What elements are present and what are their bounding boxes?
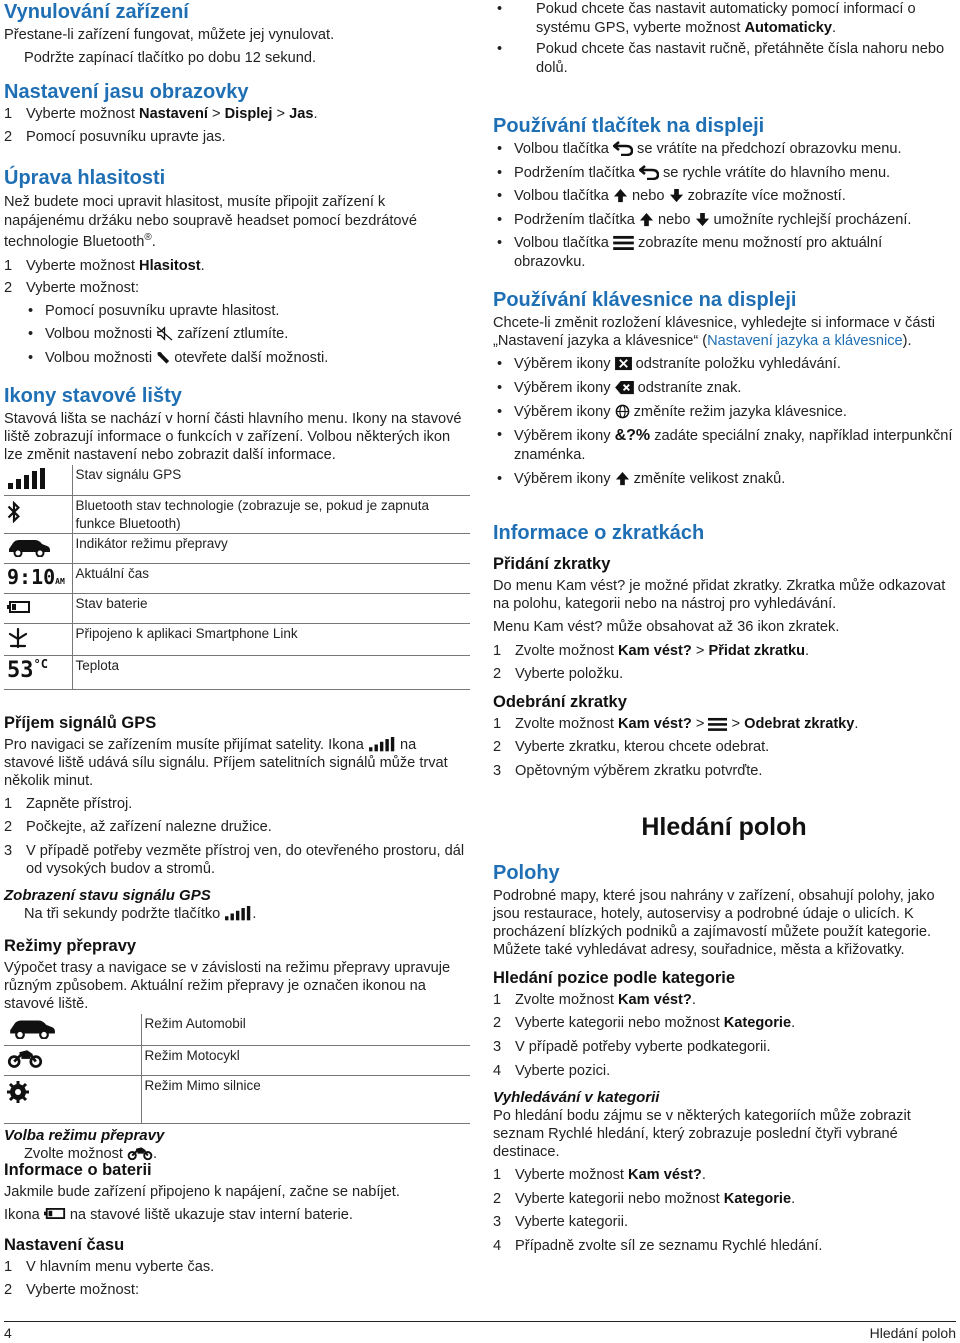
footer-divider	[4, 1321, 956, 1322]
section-time	[4, 1236, 466, 1300]
step-option: Displej	[224, 106, 273, 122]
item-text: Volbou tlačítka	[514, 141, 613, 157]
section-title: Vynulování zařízení	[4, 1, 189, 23]
step-number: 2	[493, 1015, 502, 1032]
step-number: 3	[493, 1214, 502, 1231]
step	[4, 279, 466, 298]
step-text: Vyberte položku.	[515, 666, 624, 683]
subsection-title: Hledání pozice podle kategorie	[493, 969, 736, 988]
step-number: 2	[4, 819, 13, 836]
step	[493, 1213, 955, 1232]
separator: >	[727, 715, 745, 732]
list-item: • Pokud chcete čas nastavit ručně, přetáhněte čísla nahoru nebo dolů.	[493, 40, 955, 77]
step-text: Případně zvolte síl ze seznamu Rychlé hledání.	[515, 1237, 823, 1254]
label-cell: Bluetooth stav technologie (zobrazuje se, pokud je zapnuta funkce Bluetooth)	[72, 496, 470, 534]
step-text: V případě potřeby vezměte přístroj ven, do otevřeného prostoru, dál od vysokých budov a stromů.	[26, 842, 465, 878]
item-text: zadáte speciální znaky, například interpunkční znaménka.	[514, 428, 953, 464]
icon-cell	[4, 655, 72, 689]
step-number: 3	[493, 1038, 502, 1055]
menu-icon	[708, 717, 727, 731]
table-row	[4, 534, 470, 564]
list-item	[493, 234, 955, 271]
paragraph-text: na stavové liště udává sílu signálu. Příjem satelitních signálů může trvat několik minut.	[4, 736, 448, 790]
step-number: 2	[4, 280, 13, 297]
wrench-icon	[156, 350, 170, 365]
paragraph-end: ).	[902, 333, 912, 350]
icon-cell	[4, 1075, 141, 1123]
step	[493, 1237, 955, 1256]
list-item	[24, 349, 466, 368]
step	[493, 642, 955, 661]
step-text: Vyberte možnost	[26, 257, 140, 274]
step-text: V případě potřeby vyberte podkategorii.	[515, 1038, 771, 1055]
list-item	[493, 379, 955, 398]
section-reset	[4, 0, 466, 67]
step-number: 3	[4, 842, 13, 859]
step-number: 1	[493, 991, 502, 1008]
paragraph-text: Chcete-li změnit rozložení klávesnice, vyhledejte si informace v části „Nastavení jazyka a klávesnice“ (	[493, 315, 936, 350]
label-cell: Režim Automobil	[141, 1014, 470, 1045]
step	[4, 1258, 466, 1277]
list-item	[493, 403, 955, 422]
table-row	[4, 1075, 470, 1123]
step-number: 1	[4, 795, 13, 812]
step-text: Vyberte pozici.	[515, 1062, 611, 1079]
option-list	[4, 302, 466, 368]
step-text: Vyberte kategorii nebo možnost	[515, 1190, 724, 1207]
label-cell: Režim Motocykl	[141, 1045, 470, 1075]
motorcycle-icon	[7, 1047, 43, 1069]
icon-cell	[4, 1045, 141, 1075]
back-icon	[613, 140, 633, 156]
paragraph-text: Než budete moci upravit hlasitost, musíte připojit zařízení k napájenému držáku nebo soupravě headset pomocí bezdrátové technologie Bluetooth	[4, 194, 417, 250]
car-icon	[7, 535, 51, 557]
registered-mark: ®	[144, 231, 152, 243]
step-text: Vyberte kategorii nebo možnost	[515, 1015, 724, 1032]
step-number: 1	[4, 106, 13, 122]
step	[493, 715, 955, 734]
section-title: Používání klávesnice na displeji	[493, 289, 797, 311]
offroad-icon	[7, 1081, 29, 1103]
item-text: Podržením tlačítka	[514, 211, 639, 228]
paragraph-end: .	[252, 905, 257, 922]
step-number: 1	[493, 642, 502, 659]
step-text: Vyberte možnost:	[26, 280, 140, 297]
step-option: Kam vést?	[618, 991, 692, 1008]
section-title: Používání tlačítek na displeji	[493, 115, 765, 137]
clear-search-icon	[615, 356, 632, 371]
step-number: 4	[493, 1237, 502, 1254]
paragraph-text: Ikona	[4, 1207, 44, 1224]
icon-cell	[4, 496, 72, 534]
step-text-end: .	[313, 106, 318, 122]
step-text: V hlavním menu vyberte čas.	[26, 1258, 215, 1275]
paragraph: Do menu Kam vést? je možné přidat zkratky. Zkratka může odkazovat na polohu, kategorii nebo na nástroj pro vyhledávání.	[493, 577, 946, 613]
section-brightness	[4, 80, 466, 146]
step-text: Vyberte možnost:	[26, 1282, 140, 1299]
paragraph	[4, 736, 466, 791]
subsection-title: Odebrání zkratky	[493, 692, 627, 711]
separator: >	[691, 642, 709, 659]
section-title: Příjem signálů GPS	[4, 714, 157, 732]
paragraph	[493, 314, 955, 350]
car-icon	[7, 1015, 57, 1039]
section-status-bar	[4, 384, 466, 690]
item-text: Volbou možnosti	[45, 326, 157, 343]
transport-modes-table	[4, 1014, 470, 1124]
icon-cell	[4, 534, 72, 564]
item-text: změníte velikost znaků.	[629, 470, 786, 487]
temperature-unit-text: C	[40, 656, 48, 671]
paragraph: Jakmile bude zařízení připojeno k napájení, začne se nabíjet.	[4, 1183, 400, 1200]
table-row	[4, 465, 470, 496]
arrow-down-icon	[669, 188, 684, 203]
step-option: Kategorie	[723, 1015, 792, 1032]
icon-cell	[4, 564, 72, 594]
label-cell: Připojeno k aplikaci Smartphone Link	[72, 624, 470, 655]
step-number: 2	[493, 739, 502, 756]
paragraph	[4, 193, 466, 252]
list-item	[493, 187, 955, 206]
motorcycle-icon	[127, 1145, 153, 1161]
list-item	[493, 355, 955, 374]
step	[4, 105, 466, 124]
step-text: Vyberte možnost	[515, 1167, 629, 1184]
section-volume	[4, 166, 466, 367]
step	[4, 842, 466, 879]
table-row	[4, 1014, 470, 1045]
item-text: Výběrem ikony	[514, 356, 615, 373]
subsection-title: Přidání zkratky	[493, 555, 611, 573]
step-text: Počkejte, až zařízení nalezne družice.	[26, 819, 272, 836]
step	[493, 1190, 955, 1209]
item-text: Volbou tlačítka	[514, 188, 613, 205]
label-cell: Režim Mimo silnice	[141, 1075, 470, 1123]
item-text: Podržením tlačítka	[514, 164, 639, 181]
step	[4, 795, 466, 814]
step-option: Kam vést?	[618, 715, 692, 732]
section-battery	[4, 1161, 466, 1225]
paragraph: Menu Kam vést? může obsahovat až 36 ikon zkratek.	[493, 619, 840, 636]
separator: >	[272, 106, 290, 122]
icon-cell	[4, 1014, 141, 1045]
item-text: Volbou tlačítka	[514, 235, 613, 252]
item-text: zobrazíte více možností.	[683, 188, 846, 205]
smartphone-link-icon	[7, 627, 29, 649]
item-text: odstraníte znak.	[633, 380, 742, 396]
temperature-unit: °C	[33, 656, 48, 671]
paragraph-text: Na tři sekundy podržte tlačítko	[24, 905, 225, 922]
subsection-title: Vyhledávání v kategorii	[493, 1089, 660, 1107]
arrow-up-icon	[639, 212, 654, 227]
temperature-value: 53	[7, 657, 34, 683]
table-row	[4, 624, 470, 655]
table-row	[4, 496, 470, 534]
step-text: Zvolte možnost	[515, 715, 619, 732]
section-title: Režimy přepravy	[4, 937, 137, 955]
table-row	[4, 594, 470, 624]
label-cell: Aktuální čas	[72, 564, 470, 594]
paragraph: Stavová lišta se nachází v horní části hlavního menu. Ikony na stavové liště zobrazují informace o funkcích v zařízení. Volbou některých ikon lze změnit nastavení nebo zobrazit další informace.	[4, 411, 462, 464]
step-number: 2	[493, 666, 502, 683]
item-text-end: .	[832, 19, 837, 36]
item-text: umožníte rychlejší procházení.	[709, 211, 912, 228]
section-gps	[4, 714, 466, 923]
step-number: 1	[4, 257, 13, 274]
battery-icon	[7, 600, 31, 614]
item-text: nebo	[653, 211, 695, 228]
time-suffix: AM	[55, 577, 65, 587]
subsection-title: Zobrazení stavu signálu GPS	[4, 886, 211, 904]
list-item	[493, 426, 955, 465]
list-item	[493, 0, 955, 37]
arrow-down-icon	[695, 212, 710, 227]
item-text: nebo	[627, 188, 669, 205]
item-text: zobrazíte menu možností pro aktuální obrazovku.	[514, 235, 883, 270]
bluetooth-icon	[7, 501, 21, 523]
label-cell: Teplota	[72, 655, 470, 689]
step	[4, 818, 466, 837]
step	[493, 1166, 955, 1185]
table-row	[4, 564, 470, 594]
label-cell: Stav signálu GPS	[72, 465, 470, 496]
mute-icon	[156, 326, 173, 341]
paragraph: Podrobné mapy, které jsou nahrány v zařízení, obsahují polohy, jako jsou restaurace, hotely, autoservisy a podrobné údaje o ulicích. K procházení blízkých podniků a zajímavostí můžete použít kategorie. Můžete také vyhledávat adresy, souřadnice, města a křižovatky.	[493, 887, 935, 959]
step	[493, 991, 955, 1010]
table-row	[4, 655, 470, 689]
paragraph: Podržte zapínací tlačítko po dobu 12 sekund.	[24, 49, 317, 66]
step-text-end: .	[200, 257, 205, 274]
battery-icon	[44, 1207, 66, 1220]
item-text: Výběrem ikony	[514, 380, 615, 396]
section-shortcuts	[493, 521, 955, 780]
list-item	[24, 325, 466, 344]
step-text: Zapněte přístroj.	[26, 795, 133, 812]
step-text: Vyberte zkratku, kterou chcete odebrat.	[515, 739, 770, 756]
step-text: Vyberte možnost	[26, 106, 140, 122]
step	[493, 1062, 955, 1081]
footer-section-title: Hledání poloh	[869, 1325, 956, 1341]
step-number: 2	[493, 1190, 502, 1207]
step-text-end: .	[791, 1015, 796, 1032]
step-number: 2	[4, 128, 13, 145]
step-option: Kategorie	[723, 1190, 792, 1207]
page-number: 4	[4, 1325, 12, 1341]
step-text: Zvolte možnost	[515, 991, 619, 1008]
globe-icon	[615, 404, 630, 419]
section-keyboard	[493, 288, 955, 488]
item-text: Výběrem ikony	[514, 428, 615, 445]
step-number: 3	[493, 762, 502, 779]
step	[493, 1014, 955, 1033]
paragraph-end: .	[153, 1145, 158, 1162]
step	[4, 257, 466, 276]
step-option: Nastavení	[139, 106, 208, 122]
section-title: Polohy	[493, 861, 560, 884]
step-option: Hlasitost	[139, 257, 201, 274]
status-icons-table	[4, 465, 470, 689]
step-number: 1	[493, 715, 502, 732]
item-text: zařízení ztlumíte.	[173, 326, 289, 343]
step-text-end: .	[791, 1190, 796, 1207]
paragraph	[4, 1206, 466, 1225]
item-text: změníte režim jazyka klávesnice.	[629, 403, 847, 420]
step-text: Vyberte kategorii.	[515, 1214, 629, 1231]
item-text: Výběrem ikony	[514, 403, 615, 420]
list-item	[493, 164, 955, 183]
section-title: Informace o zkratkách	[493, 522, 705, 544]
list-item	[493, 211, 955, 230]
step-option: Odebrat zkratky	[744, 715, 855, 732]
signal-bars-icon	[7, 468, 47, 490]
settings-link[interactable]: Nastavení jazyka a klávesnice	[707, 333, 903, 350]
step	[493, 665, 955, 684]
step	[4, 1281, 466, 1300]
step	[4, 128, 466, 147]
paragraph-text: Pro navigaci se zařízením musíte přijímat satelity. Ikona	[4, 736, 368, 753]
paragraph-text: Zvolte možnost	[24, 1145, 128, 1162]
step-option: Jas	[289, 106, 314, 122]
step-text-end: .	[701, 1167, 706, 1184]
clock-icon	[7, 565, 65, 589]
list-item	[493, 470, 955, 489]
label-cell: Indikátor režimu přepravy	[72, 534, 470, 564]
step-text: Opětovným výběrem zkratku potvrďte.	[515, 762, 763, 779]
section-title: Informace o baterii	[4, 1161, 152, 1179]
arrow-up-icon	[613, 188, 628, 203]
time-text: 9:10	[7, 565, 56, 590]
shift-icon	[615, 471, 630, 486]
item-text: se rychle vrátíte do hlavního menu.	[658, 164, 891, 181]
back-icon	[639, 164, 659, 180]
list-item: • Pomocí posuvníku upravte hlasitost.	[24, 302, 466, 321]
step-text-end: .	[854, 715, 859, 732]
table-row	[4, 1045, 470, 1075]
step-number: 2	[4, 1282, 13, 1299]
paragraph: Po hledání bodu zájmu se v některých kategoriích může zobrazit seznam Rychlé hledání, který zobrazuje poslední čtyři vybrané destinace.	[493, 1108, 911, 1161]
step-option: Kam vést?	[618, 642, 692, 659]
section-search	[493, 812, 955, 1255]
step-number: 1	[493, 1167, 502, 1184]
section-title: Ikony stavové lišty	[4, 385, 182, 407]
step-option: Kam vést?	[628, 1167, 702, 1184]
icon-cell	[4, 465, 72, 496]
icon-cell	[4, 594, 72, 624]
step	[493, 1038, 955, 1057]
item-text: odstraníte položku vyhledávání.	[631, 356, 841, 373]
step	[493, 762, 955, 781]
chapter-title: Hledání poloh	[641, 813, 807, 841]
paragraph-end: .	[151, 233, 156, 250]
item-text: Pokud chcete čas nastavit automaticky pomocí informací o systému GPS, vyberte možnost	[536, 1, 916, 36]
signal-bars-icon	[368, 737, 396, 752]
step-text-end: .	[804, 642, 810, 659]
step-text-end: .	[691, 991, 696, 1008]
step-number: 1	[4, 1258, 13, 1275]
section-transport-modes	[4, 937, 466, 1163]
temperature-icon	[7, 658, 48, 683]
step-option: Přidat zkratku	[708, 642, 805, 659]
step-number: 4	[493, 1062, 502, 1079]
separator: >	[691, 715, 709, 732]
item-option: Automaticky	[744, 19, 833, 36]
time-options	[493, 0, 955, 77]
section-title: Nastavení jasu obrazovky	[4, 81, 249, 103]
section-title: Nastavení času	[4, 1236, 125, 1254]
subsection-title: Volba režimu přepravy	[4, 1126, 165, 1144]
signal-bars-icon	[224, 906, 252, 921]
step-text: Pomocí posuvníku upravte jas.	[26, 128, 226, 145]
step	[493, 738, 955, 757]
item-text: se vrátíte na předchozí obrazovku menu.	[632, 141, 902, 157]
item-text: otevřete další možnosti.	[170, 349, 329, 366]
item-text: Výběrem ikony	[514, 470, 615, 487]
list-item	[493, 140, 955, 159]
paragraph: Přestane-li zařízení fungovat, můžete jej vynulovat.	[4, 27, 335, 43]
menu-icon	[613, 235, 634, 250]
paragraph: Výpočet trasy a navigace se v závislosti na režimu přepravy upravuje různým způsobem. Aktuální režim přepravy je označen ikonou na stavové liště.	[4, 959, 451, 1012]
special-chars-icon: &?%	[614, 427, 651, 445]
separator: >	[207, 106, 225, 122]
section-title: Úprava hlasitosti	[4, 167, 166, 189]
icon-cell	[4, 624, 72, 655]
item-text: Volbou možnosti	[45, 349, 157, 366]
backspace-icon	[615, 380, 634, 395]
step-text: Zvolte možnost	[515, 642, 619, 659]
label-cell: Stav baterie	[72, 594, 470, 624]
paragraph-text: na stavové liště ukazuje stav interní baterie.	[65, 1207, 353, 1224]
section-display-buttons	[493, 114, 955, 271]
paragraph	[4, 905, 466, 924]
